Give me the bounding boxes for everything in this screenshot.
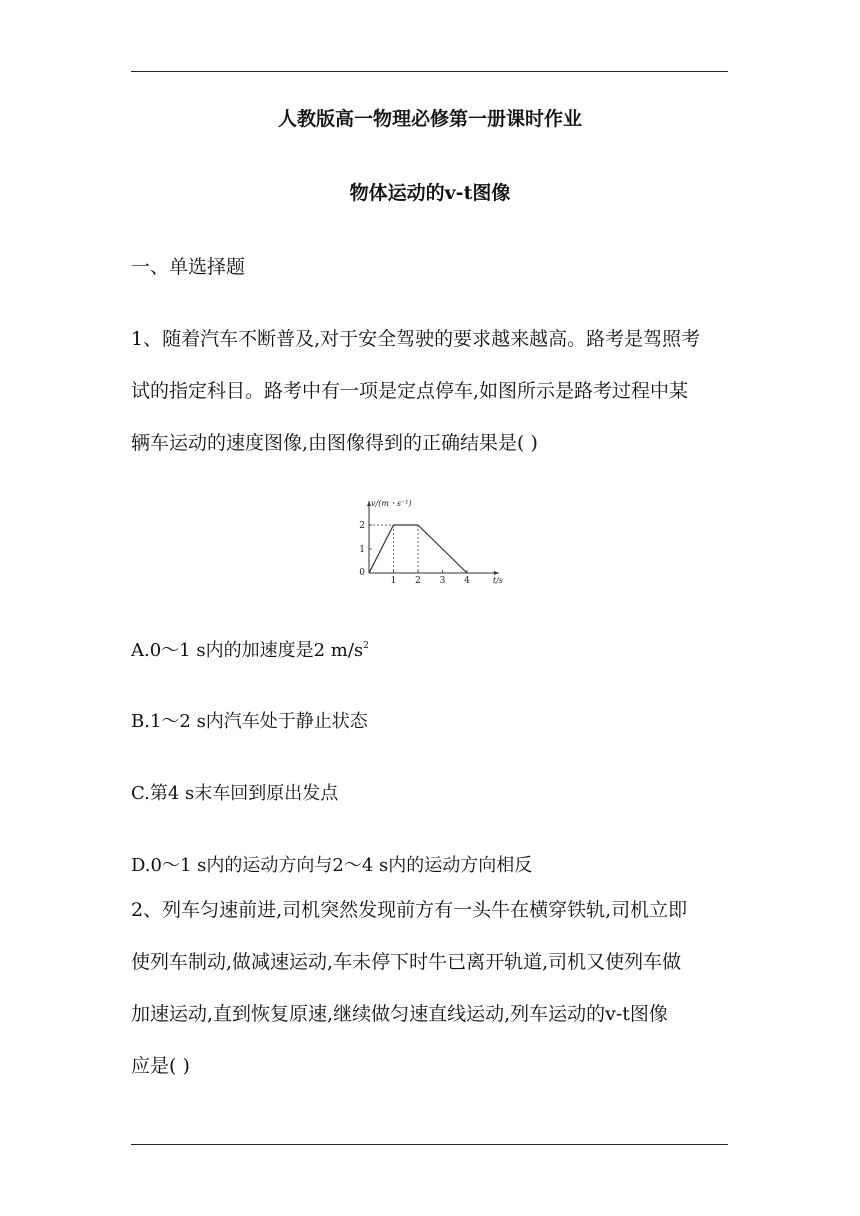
y-tick-label: 1 [359, 545, 365, 555]
option-b: B.1～2 s内汽车处于静止状态 [131, 711, 368, 732]
option-a [131, 636, 369, 662]
document-subtitle: 物体运动的v-t图像 [349, 182, 511, 204]
option-c: C.第4 s末车回到原出发点 [131, 783, 339, 804]
question-2-line: 加速运动,直到恢复原速,继续做匀速直线运动,列车运动的v-t图像 [131, 1003, 668, 1025]
velocity-segment [369, 525, 394, 573]
question-1-line: 辆车运动的速度图像,由图像得到的正确结果是( ) [131, 432, 538, 454]
x-tick-label: 4 [464, 576, 470, 586]
section-heading: 一、单选择题 [131, 256, 246, 278]
document-title: 人教版高一物理必修第一册课时作业 [277, 108, 582, 130]
option-d: D.0～1 s内的运动方向与2～4 s内的运动方向相反 [131, 855, 533, 876]
question-1-line: 试的指定科目。路考中有一项是定点停车,如图所示是路考过程中某 [131, 380, 689, 402]
question-1-stem [131, 313, 731, 469]
x-axis-arrow [494, 571, 499, 575]
question-2-line: 应是( ) [131, 1055, 190, 1077]
x-tick-label: 3 [439, 576, 446, 586]
chart-guides [369, 525, 418, 573]
question-2-line: 2、列车匀速前进,司机突然发现前方有一头牛在横穿铁轨,司机立即 [131, 899, 688, 921]
question-2-line: 使列车制动,做减速运动,车未停下时牛已离开轨道,司机又使列车做 [131, 951, 682, 973]
y-tick-label: 2 [359, 521, 365, 531]
x-tick-label: 2 [415, 576, 421, 586]
bottom-rule [131, 1144, 728, 1145]
top-rule [131, 71, 728, 72]
x-axis-label: t/s [492, 576, 503, 585]
question-1-line: 1、随着汽车不断普及,对于安全驾驶的要求越来越高。路考是驾照考 [131, 328, 701, 350]
y-axis-label: v/(m・s⁻¹) [371, 499, 412, 508]
option-a-text: A.0～1 s内的加速度是2 m/s [131, 640, 364, 661]
velocity-segment [418, 525, 467, 573]
question-2-stem [131, 884, 731, 1092]
origin-label: 0 [359, 568, 365, 578]
option-a-exponent: 2 [363, 641, 369, 651]
velocity-time-chart [350, 490, 510, 590]
x-tick-label: 1 [390, 576, 397, 586]
